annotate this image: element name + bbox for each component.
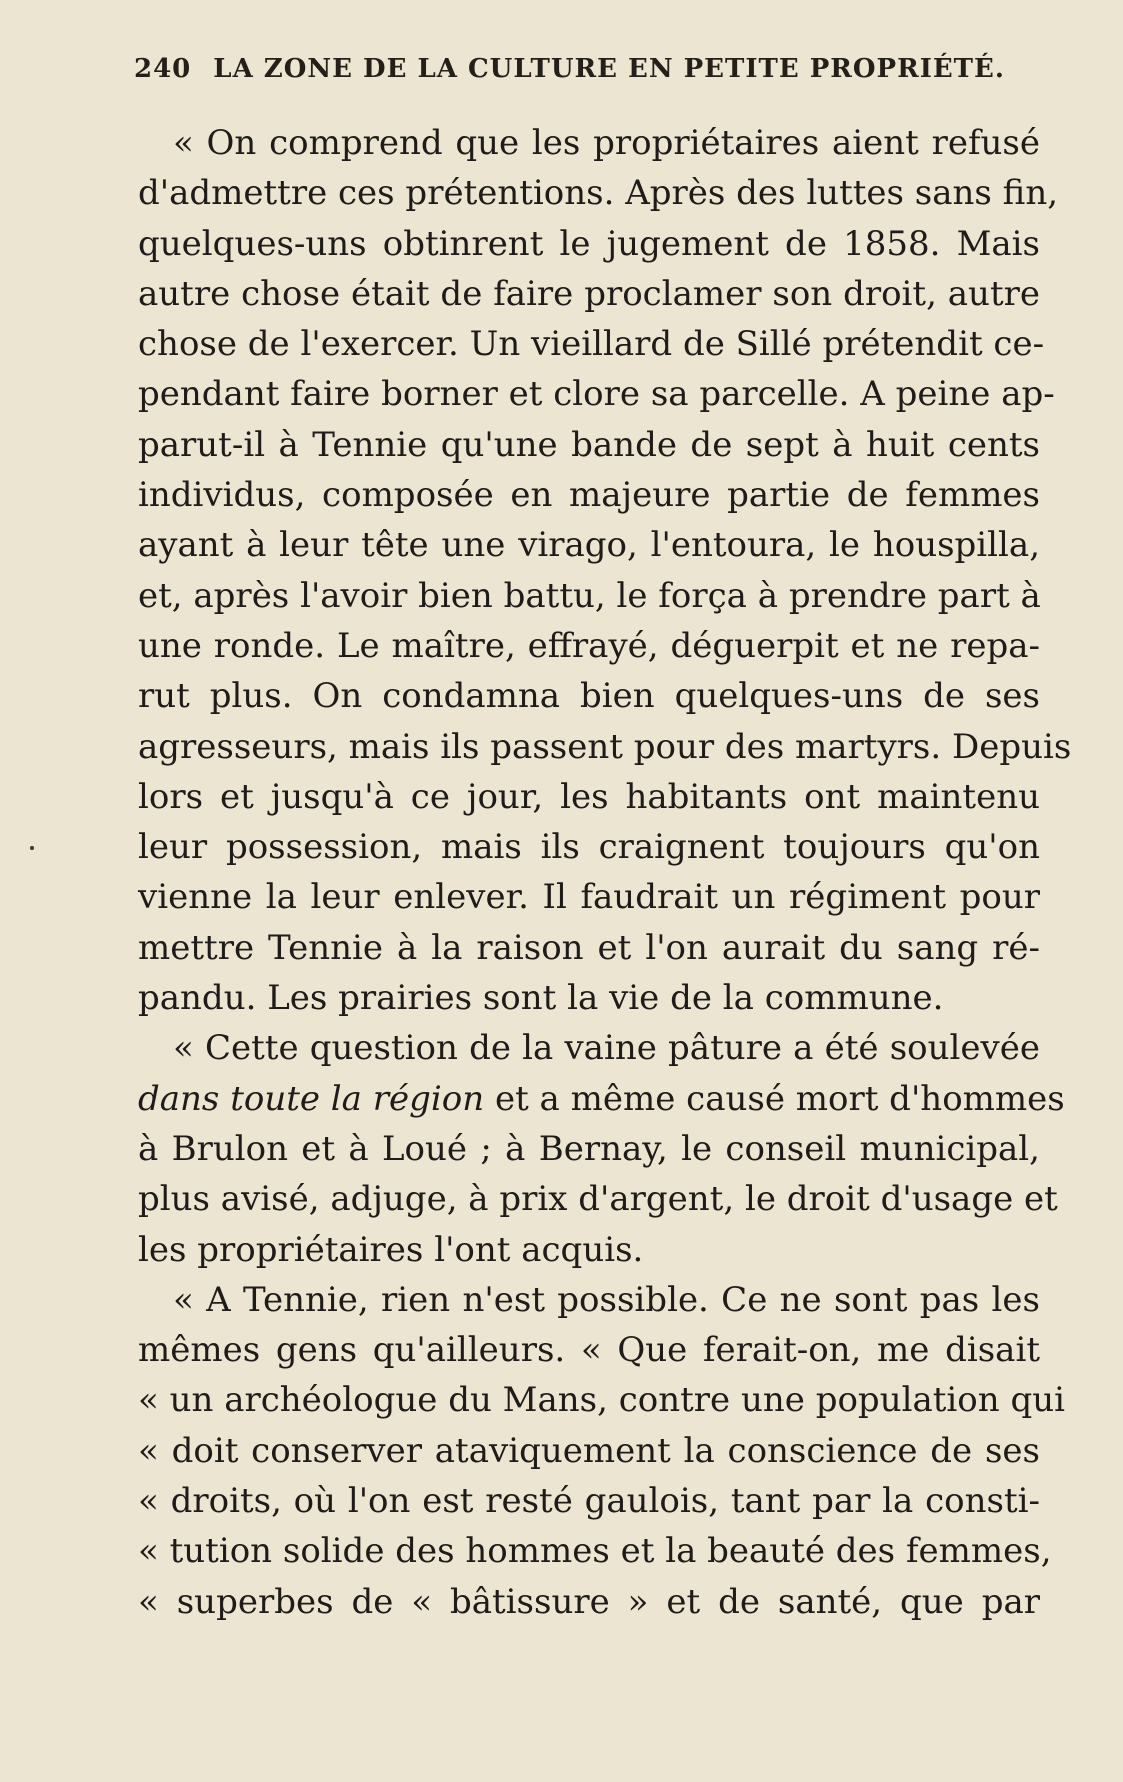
text-line: pendant faire borner et clore sa parcelle. A peine ap- (138, 374, 1055, 415)
text-line (138, 1074, 1065, 1124)
text-line: une ronde. Le maître, effrayé, déguerpit et ne repa- (138, 625, 1040, 666)
text-line: plus avisé, adjuge, à prix d'argent, le droit d'usage et (138, 1179, 1058, 1220)
text-line: « doit conserver ataviquement la conscience de ses (138, 1430, 1040, 1471)
text-line: individus, composée en majeure partie de femmes (138, 475, 1040, 516)
running-title: LA ZONE DE LA CULTURE EN PETITE PROPRIÉTÉ. (213, 54, 1005, 84)
text-line: leur possession, mais ils craignent toujours qu'on (138, 827, 1040, 868)
text-line: et, après l'avoir bien battu, le força à prendre part à (138, 575, 1041, 616)
text-line: lors et jusqu'à ce jour, les habitants ont maintenu (138, 776, 1040, 817)
text-line: rut plus. On condamna bien quelques-uns de ses (138, 676, 1040, 717)
text-line: ayant à leur tête une virago, l'entoura, le houspilla, (138, 525, 1040, 566)
text-line: autre chose était de faire proclamer son droit, autre (138, 273, 1040, 314)
page-number: 240 (134, 54, 192, 84)
text-line: « superbes de « bâtissure » et de santé, que par (138, 1581, 1040, 1622)
text-line: « tution solide des hommes et la beauté des femmes, (138, 1531, 1052, 1572)
text-line: pandu. Les prairies sont la vie de la commune. (138, 978, 944, 1019)
body-text (138, 118, 1072, 1627)
text-line: « droits, où l'on est resté gaulois, tant par la consti- (138, 1481, 1040, 1522)
text-line-rest: et a même causé mort d'hommes (484, 1078, 1065, 1119)
text-line: mettre Tennie à la raison et l'on aurait du sang ré- (138, 927, 1040, 968)
text-line: à Brulon et à Loué ; à Bernay, le conseil municipal, (138, 1128, 1040, 1169)
italic-phrase: dans toute la région (138, 1078, 485, 1119)
text-line: « A Tennie, rien n'est possible. Ce ne sont pas les (173, 1279, 1040, 1320)
text-line: les propriétaires l'ont acquis. (138, 1229, 644, 1270)
text-line: agresseurs, mais ils passent pour des martyrs. Depuis (138, 726, 1072, 767)
text-line: quelques-uns obtinrent le jugement de 1858. Mais (138, 223, 1040, 264)
running-header (134, 54, 1014, 84)
text-line: « Cette question de la vaine pâture a été soulevée (173, 1028, 1040, 1069)
text-line: d'admettre ces prétentions. Après des luttes sans fin, (138, 173, 1059, 214)
text-line: chose de l'exercer. Un vieillard de Sillé prétendit ce- (138, 324, 1045, 365)
margin-speck (30, 846, 34, 850)
text-line: parut-il à Tennie qu'une bande de sept à huit cents (138, 424, 1040, 465)
text-line: « un archéologue du Mans, contre une population qui (138, 1380, 1065, 1421)
text-line: mêmes gens qu'ailleurs. « Que ferait-on, me disait (138, 1330, 1040, 1371)
text-line: « On comprend que les propriétaires aient refusé (173, 123, 1040, 163)
text-line: vienne la leur enlever. Il faudrait un régiment pour (138, 877, 1040, 918)
